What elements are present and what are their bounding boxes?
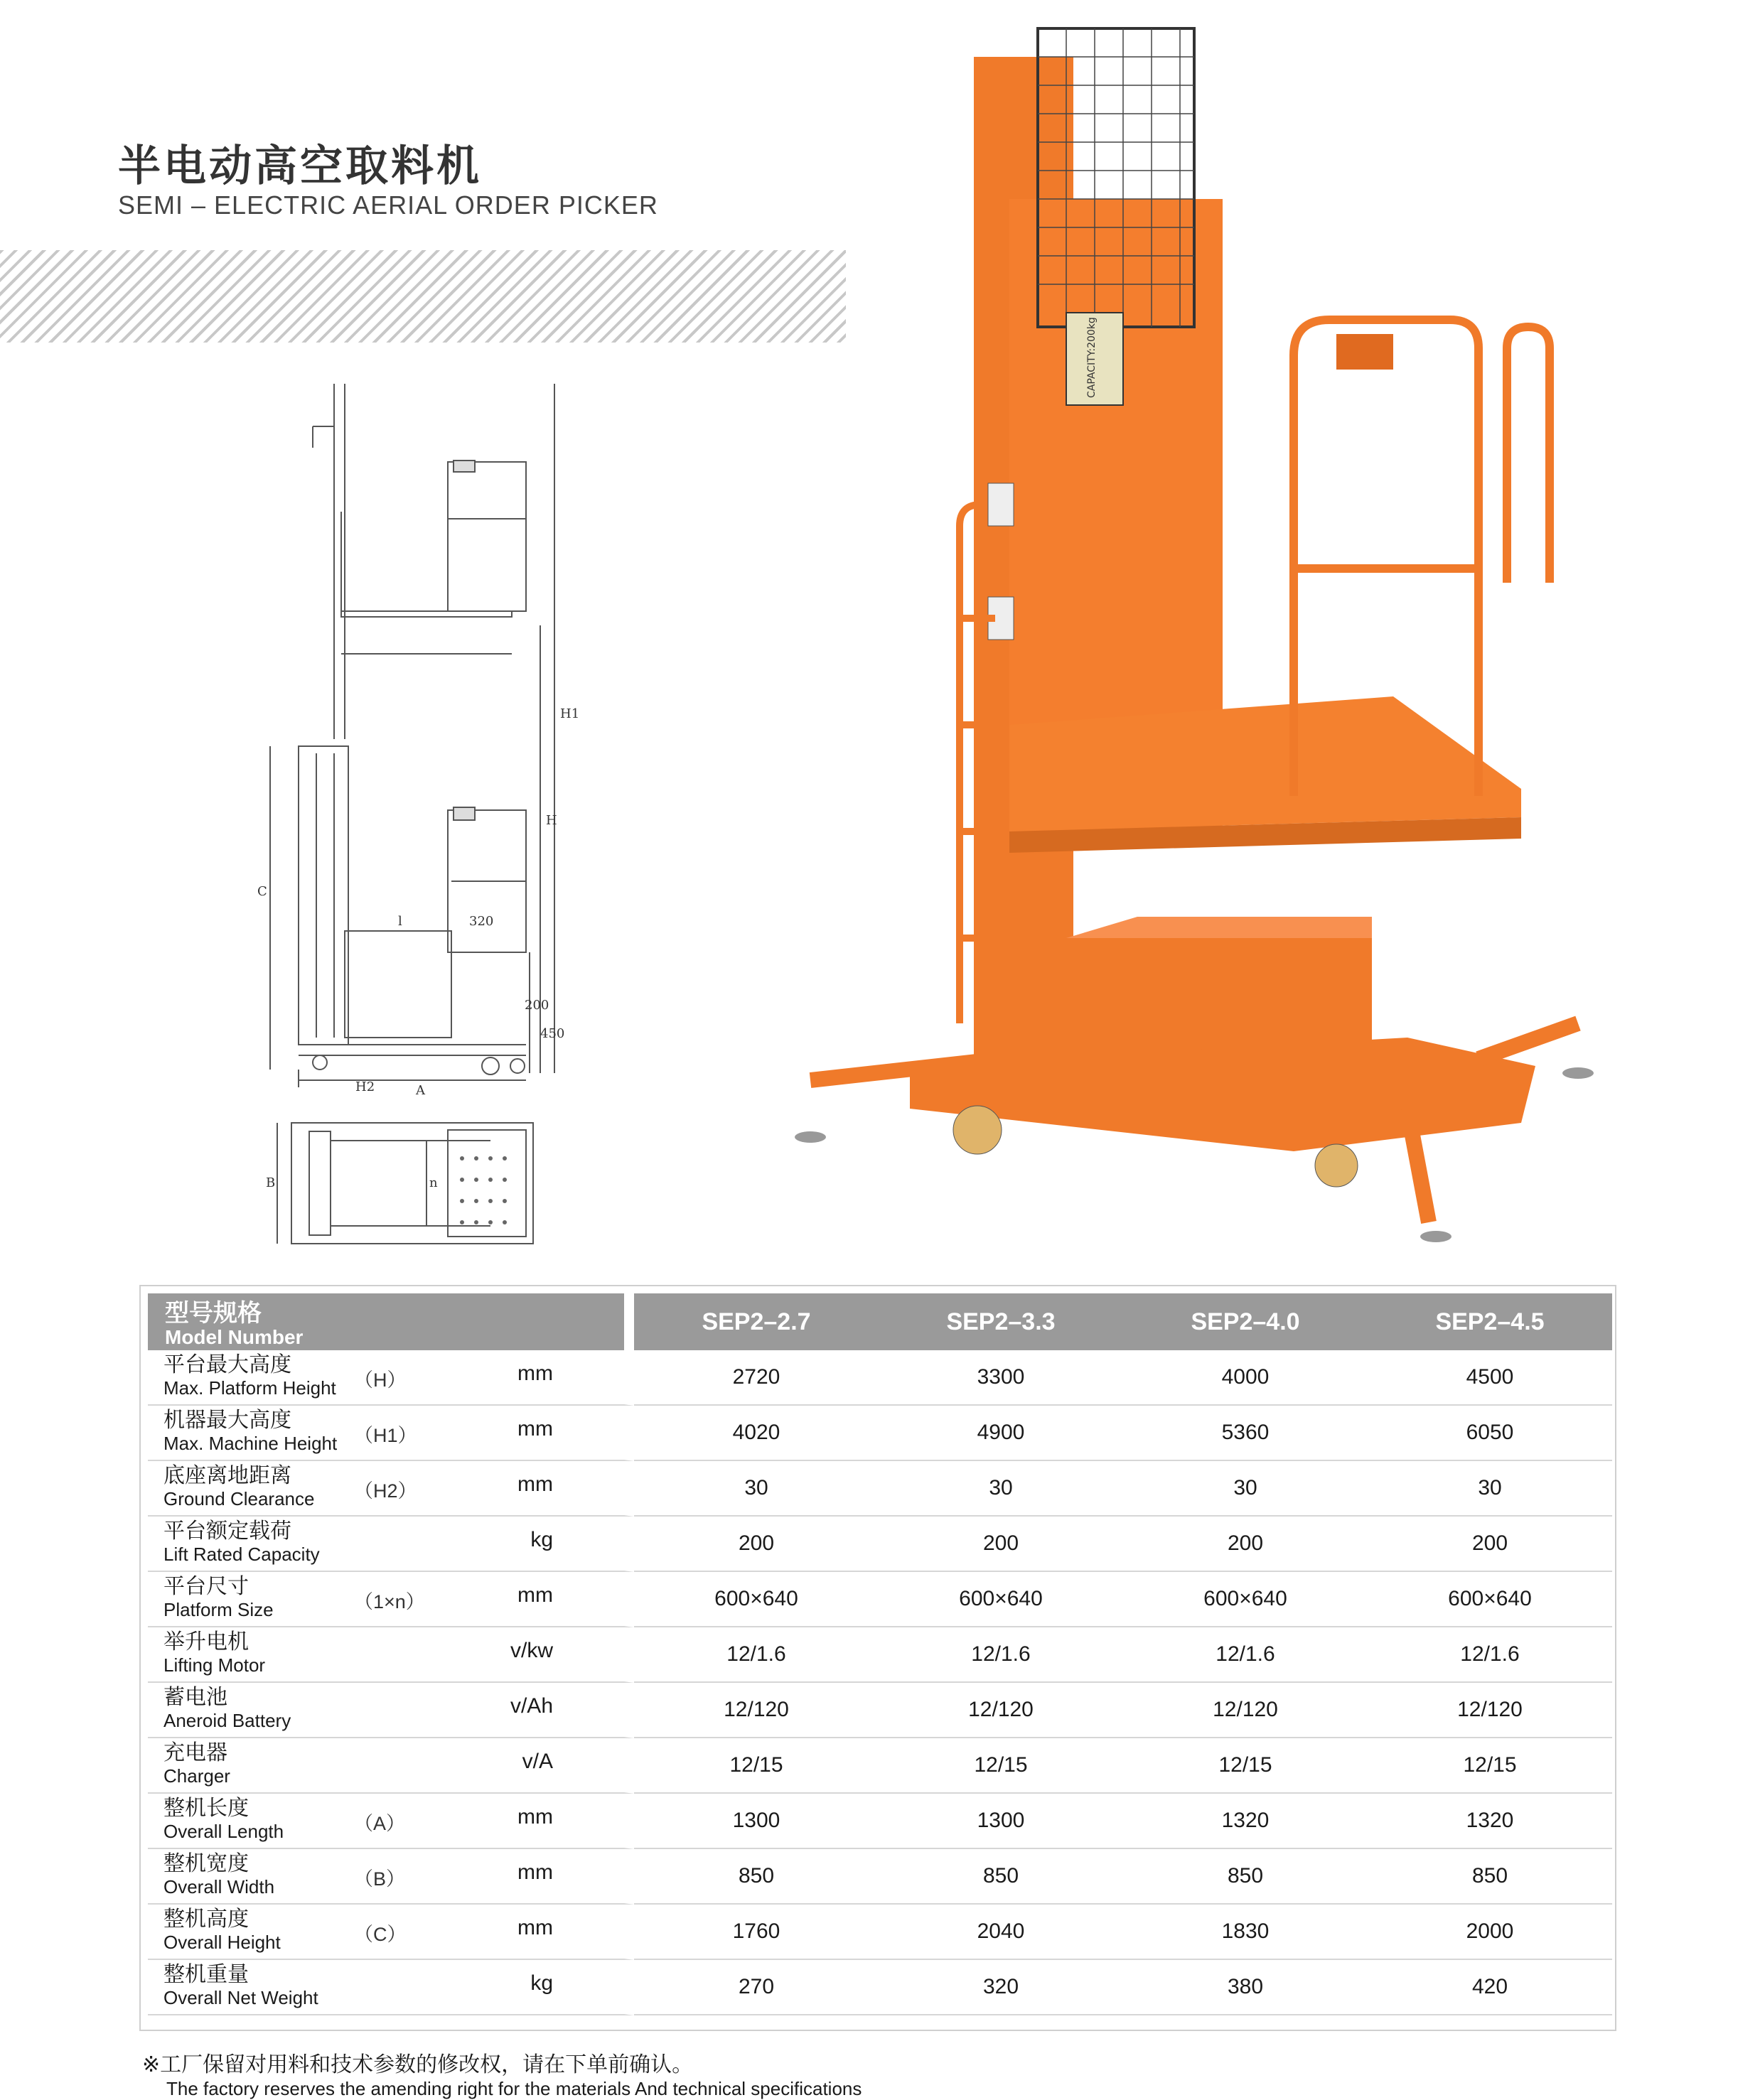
spec-cell: 600×640 xyxy=(1123,1572,1368,1627)
spec-label-unit: v/kw xyxy=(510,1639,553,1662)
spec-cell: 12/120 xyxy=(879,1683,1123,1738)
spec-cell: 30 xyxy=(879,1461,1123,1517)
spec-label-symbol: （1×n） xyxy=(354,1591,425,1612)
spec-cell: 1320 xyxy=(1123,1794,1368,1849)
spec-cell: 1300 xyxy=(879,1794,1123,1849)
dim-label-h: H xyxy=(546,813,557,828)
spec-cell: 420 xyxy=(1368,1960,1612,2015)
spec-row-label xyxy=(148,1627,634,1683)
spec-cell: 4000 xyxy=(1123,1350,1368,1406)
model-header: SEP2–4.0 xyxy=(1123,1293,1368,1350)
spec-cell: 1300 xyxy=(634,1794,879,1849)
spec-label-en: Platform Size xyxy=(163,1599,274,1620)
spec-label-cn: 举升电机 xyxy=(163,1630,249,1654)
spec-row-label xyxy=(148,1905,634,1960)
spec-cell: 380 xyxy=(1123,1960,1368,2015)
spec-cell: 12/15 xyxy=(634,1738,879,1794)
dim-label-450: 450 xyxy=(540,1026,565,1041)
spec-cell: 4020 xyxy=(634,1406,879,1461)
spec-label-en: Overall Length xyxy=(163,1821,284,1842)
dim-label-l: l xyxy=(398,914,402,929)
spec-table xyxy=(148,1293,1612,2015)
model-header: SEP2–3.3 xyxy=(879,1293,1123,1350)
spec-label-en: Charger xyxy=(163,1765,230,1787)
spec-cell: 12/15 xyxy=(879,1738,1123,1794)
spec-label-cn: 整机长度 xyxy=(163,1797,249,1820)
spec-row xyxy=(148,1517,1612,1572)
spec-cell: 320 xyxy=(879,1960,1123,2015)
spec-cell: 1320 xyxy=(1368,1794,1612,1849)
spec-cell: 600×640 xyxy=(1368,1572,1612,1627)
capacity-sign-text: CAPACITY:200kg xyxy=(1086,317,1098,398)
spec-label-cn: 平台额定载荷 xyxy=(163,1519,291,1543)
model-header: SEP2–4.5 xyxy=(1368,1293,1612,1350)
spec-cell: 12/1.6 xyxy=(1123,1627,1368,1683)
spec-cell: 200 xyxy=(1368,1517,1612,1572)
spec-row-label xyxy=(148,1960,634,2015)
spec-cell: 1830 xyxy=(1123,1905,1368,1960)
spec-label-unit: mm xyxy=(517,1583,553,1607)
dim-label-a: A xyxy=(416,1083,425,1098)
footnote-en: The factory reserves the amending right for the materials And technical specifications xyxy=(166,2078,862,2099)
spec-cell: 12/1.6 xyxy=(1368,1627,1612,1683)
hatch-decoration xyxy=(0,250,846,343)
spec-header-cn: 型号规格 xyxy=(165,1300,262,1327)
spec-label-unit: mm xyxy=(517,1417,553,1441)
dim-label-c: C xyxy=(257,884,267,899)
spec-label-en: Ground Clearance xyxy=(163,1488,315,1509)
spec-label-unit: v/Ah xyxy=(510,1694,553,1718)
spec-label-cn: 机器最大高度 xyxy=(163,1409,291,1432)
spec-cell: 12/1.6 xyxy=(634,1627,879,1683)
spec-cell: 600×640 xyxy=(879,1572,1123,1627)
spec-row-label xyxy=(148,1849,634,1905)
spec-label-unit: mm xyxy=(517,1362,553,1385)
spec-cell: 30 xyxy=(1368,1461,1612,1517)
spec-row-label xyxy=(148,1794,634,1849)
spec-cell: 30 xyxy=(1123,1461,1368,1517)
spec-cell: 5360 xyxy=(1123,1406,1368,1461)
spec-cell: 850 xyxy=(1368,1849,1612,1905)
spec-label-symbol: （A） xyxy=(354,1813,406,1834)
product-photo xyxy=(768,14,1606,1265)
spec-cell: 12/1.6 xyxy=(879,1627,1123,1683)
page-title: 半电动高空取料机 xyxy=(118,141,482,191)
spec-cell: 6050 xyxy=(1368,1406,1612,1461)
spec-cell: 850 xyxy=(1123,1849,1368,1905)
spec-label-en: Overall Width xyxy=(163,1876,275,1897)
dim-label-n: n xyxy=(429,1175,438,1190)
spec-header-en: Model Number xyxy=(165,1326,304,1348)
spec-row xyxy=(148,1683,1612,1738)
spec-label-en: Max. Platform Height xyxy=(163,1377,336,1399)
spec-label-cn: 充电器 xyxy=(163,1741,227,1765)
spec-row xyxy=(148,1738,1612,1794)
spec-label-en: Overall Net Weight xyxy=(163,1987,318,2008)
spec-row-label xyxy=(148,1683,634,1738)
spec-label-en: Max. Machine Height xyxy=(163,1433,338,1454)
technical-drawing xyxy=(256,370,583,1258)
spec-label-en: Lift Rated Capacity xyxy=(163,1544,320,1565)
spec-cell: 4500 xyxy=(1368,1350,1612,1406)
spec-cell: 850 xyxy=(879,1849,1123,1905)
spec-label-en: Aneroid Battery xyxy=(163,1710,291,1731)
spec-cell: 2000 xyxy=(1368,1905,1612,1960)
spec-label-cn: 平台最大高度 xyxy=(163,1353,291,1377)
spec-label-cn: 整机宽度 xyxy=(163,1852,249,1875)
spec-cell: 12/15 xyxy=(1368,1738,1612,1794)
dim-label-b: B xyxy=(266,1175,276,1190)
spec-row xyxy=(148,1627,1612,1683)
spec-label-unit: kg xyxy=(530,1971,553,1995)
spec-label-symbol: （B） xyxy=(354,1868,406,1890)
spec-cell: 4900 xyxy=(879,1406,1123,1461)
spec-cell: 30 xyxy=(634,1461,879,1517)
spec-row xyxy=(148,1406,1612,1461)
page-subtitle: SEMI – ELECTRIC AERIAL ORDER PICKER xyxy=(118,190,658,220)
spec-cell: 200 xyxy=(879,1517,1123,1572)
dim-label-200: 200 xyxy=(525,998,549,1013)
spec-label-symbol: （H2） xyxy=(354,1480,417,1502)
spec-cell: 850 xyxy=(634,1849,879,1905)
spec-row xyxy=(148,1849,1612,1905)
spec-row xyxy=(148,1794,1612,1849)
dim-label-320: 320 xyxy=(469,914,494,929)
spec-row-label xyxy=(148,1461,634,1517)
spec-label-unit: mm xyxy=(517,1861,553,1884)
spec-cell: 12/120 xyxy=(1368,1683,1612,1738)
spec-row xyxy=(148,1350,1612,1406)
spec-header-label xyxy=(148,1293,634,1350)
spec-cell: 12/120 xyxy=(1123,1683,1368,1738)
spec-label-en: Lifting Motor xyxy=(163,1654,266,1676)
spec-label-unit: mm xyxy=(517,1472,553,1496)
spec-row-label xyxy=(148,1738,634,1794)
spec-cell: 12/120 xyxy=(634,1683,879,1738)
spec-cell: 12/15 xyxy=(1123,1738,1368,1794)
footnote-cn: ※工厂保留对用料和技术参数的修改权，请在下单前确认。 xyxy=(142,2052,694,2077)
spec-label-unit: kg xyxy=(530,1528,553,1551)
spec-label-symbol: （H） xyxy=(354,1369,407,1391)
spec-label-unit: v/A xyxy=(522,1750,553,1773)
spec-cell: 200 xyxy=(634,1517,879,1572)
spec-row xyxy=(148,1461,1612,1517)
spec-cell: 3300 xyxy=(879,1350,1123,1406)
spec-row-label xyxy=(148,1350,634,1406)
spec-label-symbol: （H1） xyxy=(354,1425,417,1446)
spec-label-cn: 整机高度 xyxy=(163,1907,249,1931)
spec-cell: 2720 xyxy=(634,1350,879,1406)
spec-row-label xyxy=(148,1517,634,1572)
dim-label-h1: H1 xyxy=(560,706,580,721)
spec-label-cn: 底座离地距离 xyxy=(163,1464,291,1487)
spec-row-label xyxy=(148,1406,634,1461)
spec-label-symbol: （C） xyxy=(354,1924,407,1945)
spec-cell: 270 xyxy=(634,1960,879,2015)
spec-cell: 600×640 xyxy=(634,1572,879,1627)
spec-row xyxy=(148,1960,1612,2015)
spec-cell: 1760 xyxy=(634,1905,879,1960)
dim-label-h2: H2 xyxy=(355,1079,375,1094)
spec-row-label xyxy=(148,1572,634,1627)
spec-label-en: Overall Height xyxy=(163,1932,281,1953)
spec-cell: 2040 xyxy=(879,1905,1123,1960)
spec-label-unit: mm xyxy=(517,1805,553,1829)
spec-row xyxy=(148,1905,1612,1960)
spec-row xyxy=(148,1572,1612,1627)
spec-label-cn: 整机重量 xyxy=(163,1963,249,1986)
spec-cell: 200 xyxy=(1123,1517,1368,1572)
model-header: SEP2–2.7 xyxy=(634,1293,879,1350)
spec-label-cn: 平台尺寸 xyxy=(163,1575,249,1598)
spec-label-cn: 蓄电池 xyxy=(163,1686,227,1709)
spec-label-unit: mm xyxy=(517,1916,553,1939)
